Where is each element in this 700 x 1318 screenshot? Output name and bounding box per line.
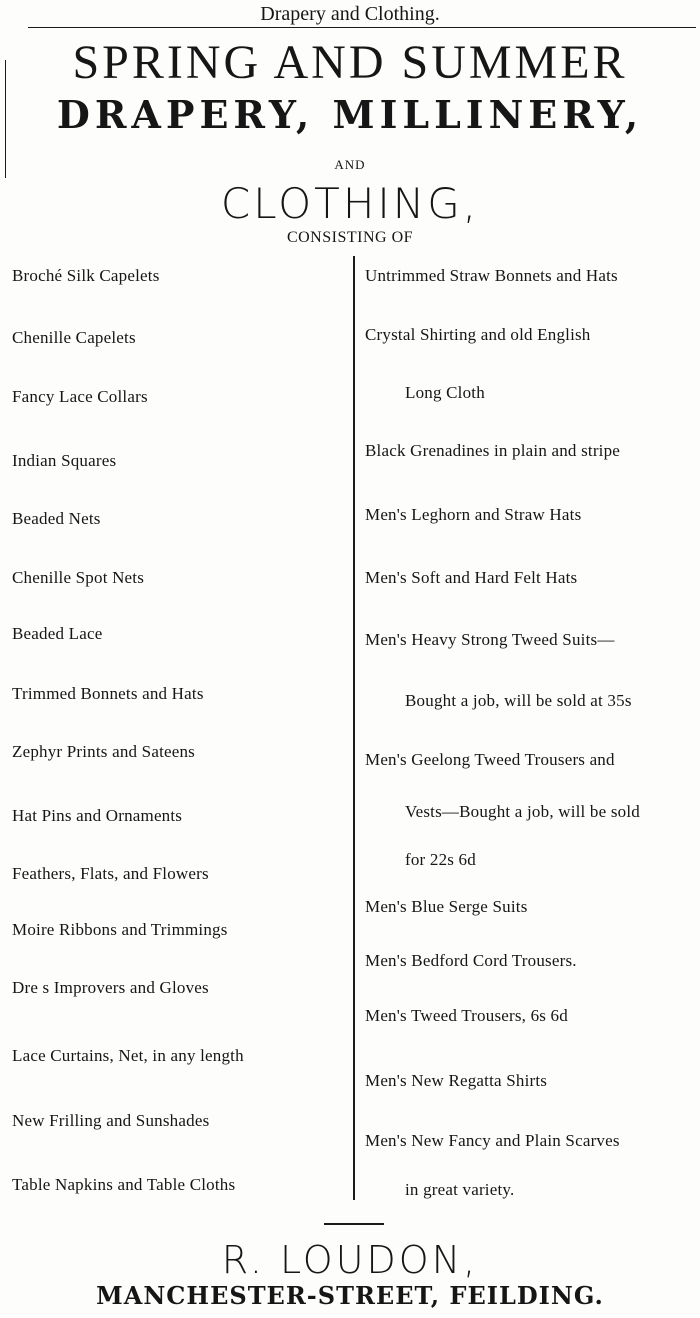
list-item: Men's Geelong Tweed Trousers and	[365, 750, 615, 769]
list-item: Broché Silk Capelets	[12, 266, 160, 285]
list-item: Beaded Nets	[12, 509, 101, 528]
column-divider	[353, 256, 355, 1200]
list-item: for 22s 6d	[405, 850, 476, 869]
list-item: Black Grenadines in plain and stripe	[365, 441, 621, 460]
advertiser-name: R. LOUDON,	[221, 1238, 479, 1282]
footer-rule	[324, 1223, 384, 1225]
list-item: Men's Bedford Cord Trousers.	[365, 951, 577, 970]
consisting-of-label: CONSISTING OF	[286, 229, 414, 246]
list-item: Men's New Regatta Shirts	[365, 1071, 548, 1090]
list-item: Long Cloth	[405, 383, 485, 402]
list-item: Zephyr Prints and Sateens	[12, 742, 195, 761]
advertiser-address: MANCHESTER-STREET, FEILDING.	[96, 1281, 604, 1310]
list-item: Moire Ribbons and Trimmings	[12, 920, 228, 939]
list-item: Bought a job, will be sold at 35s	[405, 691, 632, 710]
list-item: Untrimmed Straw Bonnets and Hats	[365, 266, 618, 285]
list-item: Indian Squares	[12, 451, 117, 470]
list-item: Trimmed Bonnets and Hats	[12, 684, 204, 703]
list-item: Men's Blue Serge Suits	[365, 897, 528, 916]
list-item: in great variety.	[405, 1180, 515, 1199]
headline-drapery-millinery: DRAPERY, MILLINERY,	[56, 92, 644, 137]
and-word: AND	[334, 157, 366, 172]
list-item: Men's Soft and Hard Felt Hats	[365, 568, 578, 587]
list-item: Chenille Capelets	[12, 328, 136, 347]
list-item: Men's Heavy Strong Tweed Suits—	[365, 630, 615, 649]
list-item: Vests—Bought a job, will be sold	[405, 802, 640, 821]
headline-spring-summer: SPRING AND SUMMER	[72, 36, 628, 89]
list-item: Men's Leghorn and Straw Hats	[365, 505, 582, 524]
list-item: Feathers, Flats, and Flowers	[12, 864, 209, 883]
list-item: Beaded Lace	[12, 624, 103, 643]
list-item: Dre s Improvers and Gloves	[12, 978, 209, 997]
list-item: Lace Curtains, Net, in any length	[12, 1046, 244, 1065]
list-item: Fancy Lace Collars	[12, 387, 148, 406]
list-item: Crystal Shirting and old English	[365, 325, 591, 344]
headline-clothing: CLOTHING,	[220, 179, 480, 228]
list-item: New Frilling and Sunshades	[12, 1111, 210, 1130]
list-item: Hat Pins and Ornaments	[12, 806, 183, 825]
section-label: Drapery and Clothing.	[260, 3, 440, 25]
list-item: Men's Tweed Trousers, 6s 6d	[365, 1006, 568, 1025]
list-item: Chenille Spot Nets	[12, 568, 145, 587]
top-rule	[28, 27, 696, 28]
list-item: Table Napkins and Table Cloths	[12, 1175, 236, 1194]
list-item: Men's New Fancy and Plain Scarves	[365, 1131, 620, 1150]
